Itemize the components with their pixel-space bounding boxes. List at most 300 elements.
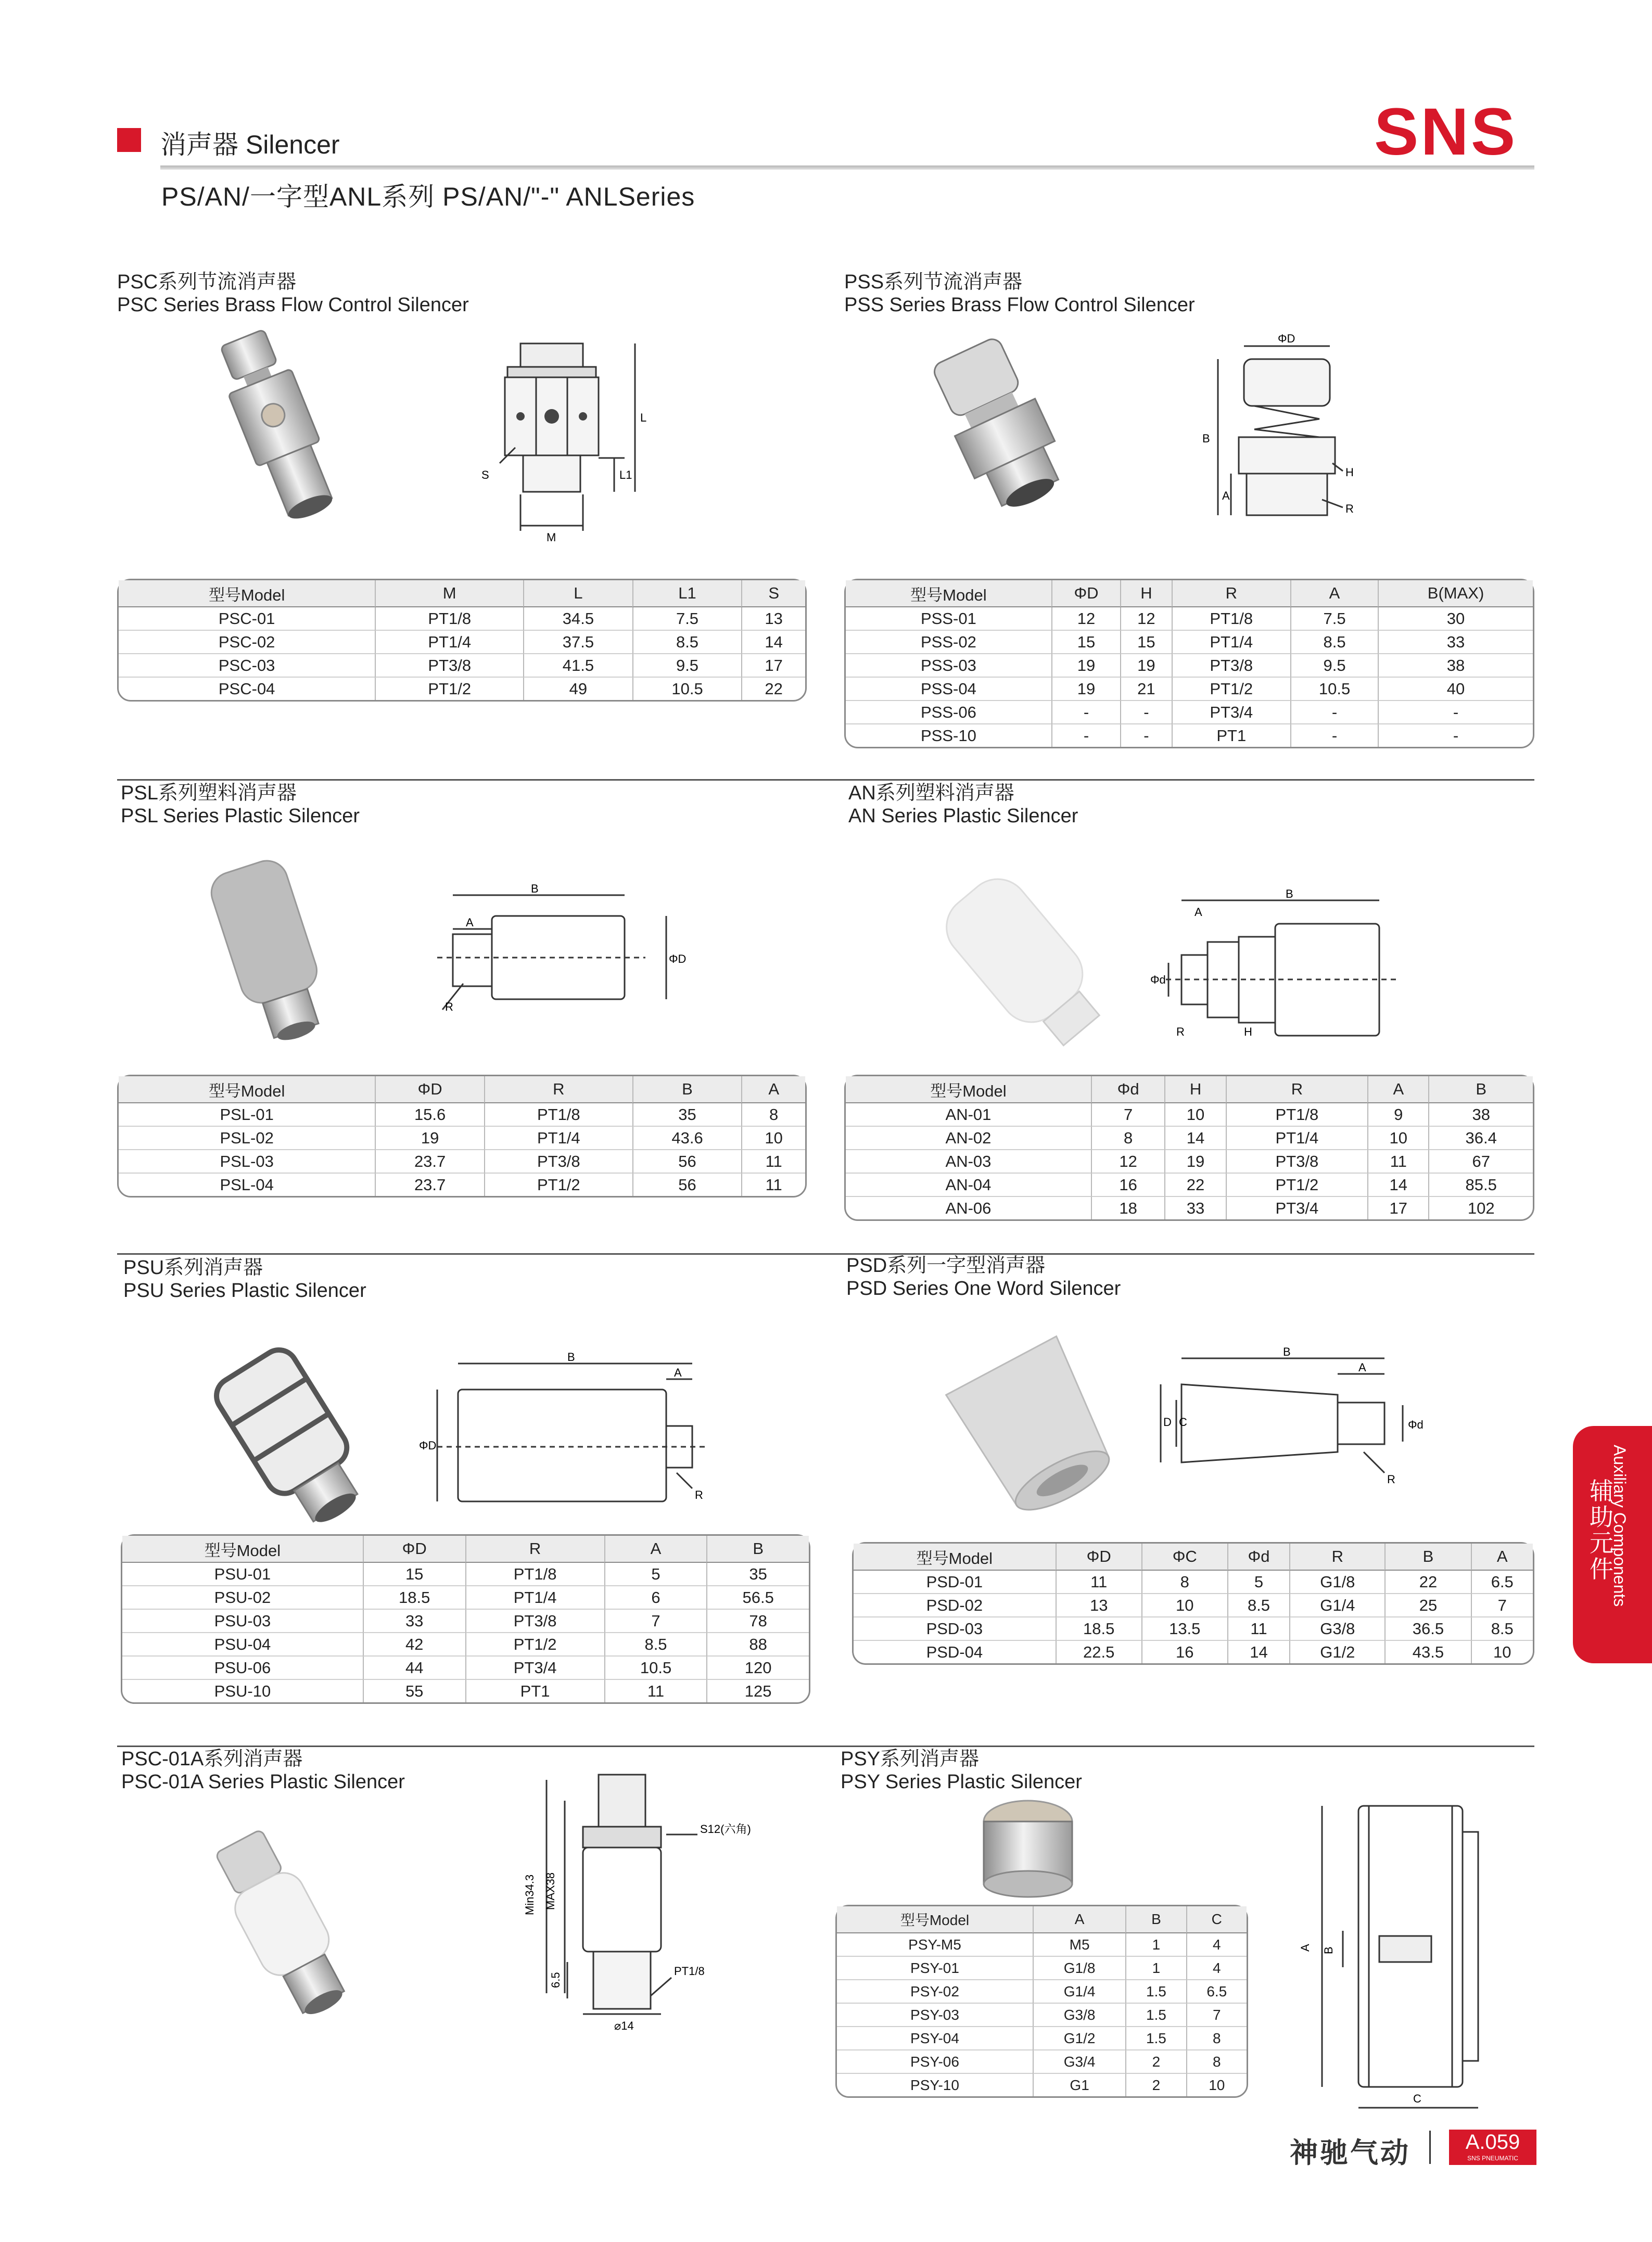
psc-table-cell: 10.5 [632,678,742,700]
psl-dim-a: A [466,916,474,929]
psc-table-cell: 22 [741,678,805,700]
psl-table-cell: PT1/8 [484,1103,632,1127]
psc-table-cell: PSC-02 [119,631,375,654]
psc01a-dim-max: MAX38 [544,1872,557,1910]
psc01a-dim-s12: S12(六角) [700,1823,751,1836]
section-divider [117,779,1534,781]
psd-table-cell: 14 [1227,1641,1289,1663]
psd-dim-c: C [1179,1416,1187,1429]
psy-table-row [837,1933,1247,1957]
pss-table-cell: PSS-01 [846,607,1051,631]
pss-table-row [846,678,1533,701]
psl-table-row [119,1103,805,1127]
psd-table-cell: PSD-03 [854,1617,1056,1641]
pss-table-cell: 19 [1051,654,1120,678]
header-divider [160,165,1534,170]
psu-table-cell: 35 [706,1563,809,1586]
psc-table-cell: PT3/8 [375,654,523,678]
psl-title-cn: PSL系列塑料消声器 [121,782,297,804]
an-title-cn: AN系列塑料消声器 [848,782,1014,804]
psd-table-cell: 8 [1141,1571,1227,1594]
psy-table-cell: G3/8 [1033,2004,1125,2027]
psu-title-cn: PSU系列消声器 [123,1257,263,1279]
an-table-row [846,1103,1533,1127]
psy-table-row [837,2050,1247,2074]
psy-dimension-drawing [1301,1790,1499,2123]
pss-header-cell: ΦD [1051,580,1120,607]
psy-table-cell: PSY-03 [837,2004,1033,2027]
psu-table-cell: PSU-02 [122,1586,363,1610]
an-header-cell: R [1226,1076,1367,1103]
psc-section-title [117,271,469,316]
psd-header-cell: A [1471,1544,1533,1571]
pss-header-cell: H [1120,580,1171,607]
pss-section-title [844,271,1195,316]
psu-table-cell: PT1 [465,1680,604,1702]
psy-table-row [837,2074,1247,2096]
psu-header-cell: 型号Model [122,1536,363,1563]
psd-table-cell: 7 [1471,1594,1533,1617]
psy-table-cell: 8 [1186,2027,1247,2050]
psu-table-cell: PSU-04 [122,1633,363,1657]
psy-product-image [968,1790,1088,1905]
psd-table-cell: 13.5 [1141,1617,1227,1641]
psc01a-dim-h: 6.5 [549,1972,562,1988]
psy-dim-b: B [1322,1946,1335,1954]
an-table-cell: 19 [1164,1150,1225,1174]
pss-header-cell: A [1290,580,1378,607]
psd-table-cell: 5 [1227,1571,1289,1594]
psy-table-row [837,1980,1247,2004]
an-table-cell: 67 [1428,1150,1533,1174]
psu-dim-b: B [567,1351,575,1364]
psd-header-cell: ΦC [1141,1544,1227,1571]
psl-table-cell: PT1/2 [484,1174,632,1196]
psy-table-cell: G1 [1033,2074,1125,2096]
psc-dim-l: L [640,411,647,424]
psd-header-cell: R [1289,1544,1384,1571]
pss-dim-r: R [1345,502,1354,515]
psd-product-image [921,1332,1140,1509]
psd-header-cell: B [1384,1544,1470,1571]
psc-table-cell: PSC-03 [119,654,375,678]
psc-table-cell: 34.5 [523,607,632,631]
pss-table-cell: PSS-04 [846,678,1051,701]
psu-table-row [122,1680,809,1702]
an-dim-h: H [1244,1025,1252,1038]
an-table-cell: AN-04 [846,1174,1091,1197]
psl-table-row [119,1127,805,1150]
pss-table-cell: - [1120,724,1171,747]
an-dim-r: R [1176,1025,1185,1038]
page-subtitle: PS/AN/一字型ANL系列 PS/AN/"-" ANLSeries [161,182,695,211]
psy-table-cell: 6.5 [1186,1980,1247,2004]
pss-table-cell: 40 [1378,678,1533,701]
psc-dimension-drawing [468,333,656,567]
psd-table-row [854,1571,1533,1594]
psy-table-cell: 8 [1186,2050,1247,2074]
pss-dim-d: ΦD [1278,332,1295,345]
pss-table-cell: 15 [1051,631,1120,654]
psl-table-cell: 23.7 [375,1150,484,1174]
psy-header-cell: 型号Model [837,1906,1033,1933]
brand-logo: SNS [1374,95,1518,169]
psd-section-title [846,1254,1121,1300]
footer-company-en: SNS PNEUMATIC [1467,2155,1518,2162]
psd-spec-table [852,1542,1534,1665]
psd-table-cell: PSD-04 [926,1642,983,1661]
psc-table-cell: PT1/8 [375,607,523,631]
pss-table-cell: PT3/8 [1172,654,1290,678]
psl-table-cell: 35 [632,1103,742,1127]
psd-table-cell: 13 [1056,1594,1141,1617]
an-table-cell: 85.5 [1428,1174,1533,1197]
psd-table-row [854,1641,1533,1663]
an-header-cell: 型号Model [846,1076,1091,1103]
psu-table-cell: 15 [363,1563,465,1586]
an-table-cell: 11 [1367,1150,1428,1174]
psc-table-cell: PT1/4 [375,631,523,654]
psu-table-cell: PSU-06 [122,1657,363,1680]
psu-spec-table [121,1534,810,1704]
psl-table-cell: PSL-03 [119,1150,375,1174]
psu-table-row [122,1586,809,1610]
pss-dim-a: A [1222,489,1230,502]
psc-table-row [119,631,805,654]
psy-table-cell: 1 [1125,1957,1186,1980]
psd-table-row [854,1617,1533,1641]
pss-table-row [846,701,1533,724]
psy-table-cell: 10 [1186,2074,1247,2096]
pss-table-cell: - [1290,724,1378,747]
psu-table-cell: 125 [706,1680,809,1702]
pss-header-cell: B(MAX) [1378,580,1533,607]
pss-table-cell: 15 [1120,631,1171,654]
psc-table-cell: PSC-04 [218,679,275,698]
an-table-cell: AN-02 [846,1127,1091,1150]
psl-table-cell: PSL-01 [119,1103,375,1127]
psd-table-cell: G3/8 [1289,1617,1384,1641]
psy-table-cell: PSY-01 [837,1957,1033,1980]
psd-dimension-drawing [1155,1345,1447,1499]
psy-table-row [837,1957,1247,1980]
an-table-cell: 7 [1091,1103,1164,1127]
psc01a-section-title [121,1748,405,1793]
psl-table-cell: 56 [632,1150,742,1174]
psl-table-cell: 15.6 [375,1103,484,1127]
pss-table-cell: PT1/2 [1172,678,1290,701]
psl-dim-b: B [531,882,539,895]
psc-spec-table [117,579,807,702]
psl-dimension-drawing [427,882,687,1030]
an-table-cell: PT3/8 [1226,1150,1367,1174]
an-header-cell: A [1367,1076,1428,1103]
pss-product-image [906,333,1093,520]
pss-title-en: PSS Series Brass Flow Control Silencer [844,294,1195,316]
psu-table-cell: 56.5 [706,1586,809,1610]
psc-table-cell: PT1/2 [375,678,523,700]
an-table-cell: PT1/8 [1226,1103,1367,1127]
psc-header-cell: S [741,580,805,607]
an-table-cell: 102 [1428,1197,1533,1219]
psy-dim-c: C [1413,2092,1421,2105]
psl-table-cell: 11 [741,1150,805,1174]
psu-header-cell: A [604,1536,707,1563]
psd-table-cell: 36.5 [1384,1617,1470,1641]
psc-header-cell: M [375,580,523,607]
psy-table-cell: 1 [1125,1933,1186,1957]
an-dimension-drawing [1145,885,1416,1041]
psy-table-cell: 1.5 [1125,2027,1186,2050]
psu-table-cell: 120 [706,1657,809,1680]
psd-table-cell: 8.5 [1227,1594,1289,1617]
an-table-row [846,1127,1533,1150]
psd-table-cell: PSD-02 [854,1594,1056,1617]
an-product-image [916,859,1145,1056]
an-section-title [848,782,1078,827]
psl-table-cell: PSL-04 [220,1175,274,1194]
psy-dim-a: A [1299,1944,1312,1952]
psu-table-cell: PT1/8 [465,1563,604,1586]
an-table-cell: 17 [1367,1197,1428,1219]
psc01a-dim-min: Min34.3 [523,1874,536,1915]
psl-table-cell: PSL-02 [119,1127,375,1150]
pss-header-cell: R [1172,580,1290,607]
section-divider [117,1746,1534,1747]
psc-table-row [119,607,805,631]
psy-table-cell: G1/2 [1033,2027,1125,2050]
psy-table-cell: M5 [1033,1933,1125,1957]
pss-spec-table [844,579,1534,748]
pss-table-row [846,724,1533,747]
an-spec-table [844,1075,1534,1221]
psu-table-cell: PT1/2 [465,1633,604,1657]
an-table-row [846,1197,1533,1219]
pss-table-row [846,631,1533,654]
psd-table-cell: 22 [1384,1571,1470,1594]
psl-table-cell: 11 [741,1174,805,1196]
psl-dim-d: ΦD [669,952,687,965]
pss-table-cell: 33 [1378,631,1533,654]
an-table-cell: PT1/2 [1226,1174,1367,1197]
psl-table-cell: 43.6 [632,1127,742,1150]
psc-dim-l1: L1 [619,468,632,481]
an-table-cell: 22 [1164,1174,1225,1197]
pss-table-cell: PSS-02 [846,631,1051,654]
psu-table-row [122,1633,809,1657]
pss-table-cell: 12 [1051,607,1120,631]
pss-dim-b: B [1202,432,1210,445]
pss-table-cell: 38 [1378,654,1533,678]
psc-table-cell: 13 [741,607,805,631]
psd-table-cell: 6.5 [1471,1571,1533,1594]
psl-header-cell: ΦD [375,1076,484,1103]
psd-dim-b: B [1283,1345,1291,1358]
psy-table-row [837,2027,1247,2050]
psu-section-title [123,1256,366,1302]
psc-table-cell: 9.5 [632,654,742,678]
psu-header-cell: B [706,1536,809,1563]
psd-table-cell: 18.5 [1056,1617,1141,1641]
pss-table-cell: - [1290,701,1378,724]
pss-table-cell: 10.5 [1290,678,1378,701]
psc-header-cell: 型号Model [119,580,375,607]
psc01a-product-image [203,1816,380,2045]
psu-table-cell: 88 [706,1633,809,1657]
psy-table-cell: PSY-02 [837,1980,1033,2004]
psl-title-en: PSL Series Plastic Silencer [121,805,360,827]
pss-table-cell: 30 [1378,607,1533,631]
an-table-cell: AN-03 [846,1150,1091,1174]
an-table-cell: 16 [1091,1174,1164,1197]
psu-product-image [198,1343,390,1540]
psl-table-cell: 10 [741,1127,805,1150]
pss-table-cell: PT1 [1172,724,1290,747]
psl-section-title [121,782,360,827]
an-table-cell: AN-01 [846,1103,1091,1127]
psd-dim-a: A [1358,1361,1366,1374]
pss-table-cell: PSS-10 [920,726,976,745]
psd-table-cell: 16 [1141,1641,1227,1663]
psy-table-cell: PSY-M5 [837,1933,1033,1957]
psc-header-cell: L1 [632,580,742,607]
psc01a-dim-pt: PT1/8 [674,1965,705,1978]
psy-title-en: PSY Series Plastic Silencer [841,1771,1082,1793]
psl-table-row [119,1174,805,1196]
psd-header-cell: 型号Model [854,1544,1056,1571]
pss-table-cell: 21 [1120,678,1171,701]
psd-header-cell: ΦD [1056,1544,1141,1571]
pss-table-cell: PSS-06 [846,701,1051,724]
psl-table-cell: PT1/4 [484,1127,632,1150]
pss-table-cell: 19 [1051,678,1120,701]
psu-table-cell: PT1/4 [465,1586,604,1610]
pss-table-cell: - [1378,724,1533,747]
psy-table-cell: 2 [1125,2050,1186,2074]
psl-table-cell: 8 [741,1103,805,1127]
psu-table-cell: 7 [604,1610,707,1633]
an-table-cell: PT1/4 [1226,1127,1367,1150]
an-table-cell: 38 [1428,1103,1533,1127]
an-dim-d: Φd [1150,973,1166,986]
page-number-badge [1449,2130,1536,2165]
psu-table-cell: PSU-03 [122,1610,363,1633]
psy-table-cell: 4 [1186,1957,1247,1980]
psy-header-cell: C [1186,1906,1247,1933]
psd-table-cell: 43.5 [1384,1641,1470,1663]
psd-table-cell: 22.5 [1056,1641,1141,1663]
pss-table-cell: PSS-03 [846,654,1051,678]
psc-dim-m: M [547,531,556,544]
psd-table-cell: G1/2 [1289,1641,1384,1663]
pss-table-cell: - [1051,701,1120,724]
psu-header-cell: ΦD [363,1536,465,1563]
psu-table-cell: PSU-01 [122,1563,363,1586]
psl-table-cell: PT3/8 [484,1150,632,1174]
pss-table-cell: PT1/8 [1172,607,1290,631]
pss-table-cell: 9.5 [1290,654,1378,678]
an-table-row [846,1150,1533,1174]
psc-table-row [119,654,805,678]
pss-table-cell: - [1120,701,1171,724]
psd-dim-r: R [1387,1473,1395,1486]
section-divider [117,1253,1534,1255]
psy-table-cell: 7 [1186,2004,1247,2027]
psl-table-row [119,1150,805,1174]
psd-table-row [854,1594,1533,1617]
an-table-cell: PT3/4 [1226,1197,1367,1219]
psu-header-cell: R [465,1536,604,1563]
psy-table-cell: PSY-04 [837,2027,1033,2050]
psl-table-cell: 56 [632,1174,742,1196]
psc-table-cell: 17 [741,654,805,678]
psu-dim-d: ΦD [419,1439,437,1452]
psy-table-cell: 4 [1186,1933,1247,1957]
an-dim-b: B [1286,887,1293,900]
psy-section-title [841,1748,1082,1793]
psc-table-row [119,678,805,700]
psd-dim-d: D [1163,1416,1172,1429]
psy-spec-table [835,1905,1248,2098]
pss-table-cell: 7.5 [1290,607,1378,631]
an-table-cell: 10 [1367,1127,1428,1150]
an-table-cell: 14 [1164,1127,1225,1150]
an-table-cell: 36.4 [1428,1127,1533,1150]
an-dim-a: A [1194,906,1202,919]
psd-table-cell: 11 [1227,1617,1289,1641]
psc-table-cell: 37.5 [523,631,632,654]
an-table-cell: 18 [1091,1197,1164,1219]
psy-table-cell: G1/4 [1033,1980,1125,2004]
psu-table-cell: 33 [363,1610,465,1633]
side-tab-cn: 辅助元件 [1590,1477,1613,1583]
an-header-cell: Φd [1091,1076,1164,1103]
psc-table-cell: 7.5 [632,607,742,631]
footer-separator [1429,2131,1431,2164]
pss-table-cell: - [1051,724,1120,747]
an-table-cell: 10 [1164,1103,1225,1127]
psl-header-cell: B [632,1076,742,1103]
psc-header-cell: L [523,580,632,607]
page-title: 消声器 Silencer [160,130,340,159]
psc-table-cell: 14 [741,631,805,654]
pss-table-row [846,607,1533,631]
psu-table-cell: 78 [706,1610,809,1633]
psy-header-cell: B [1125,1906,1186,1933]
psc-product-image [187,317,385,536]
psu-table-cell: 55 [363,1680,465,1702]
psd-table-cell: 8.5 [1471,1617,1533,1641]
psd-table-cell: G1/4 [1289,1594,1384,1617]
psu-table-cell: 18.5 [363,1586,465,1610]
psc01a-dimension-drawing [510,1769,781,2040]
psy-table-cell: 1.5 [1125,1980,1186,2004]
psl-spec-table [117,1075,807,1198]
psu-table-cell: PT3/8 [465,1610,604,1633]
psy-header-cell: A [1033,1906,1125,1933]
psy-table-cell: PSY-10 [910,2077,959,2093]
psd-table-cell: G1/8 [1289,1571,1384,1594]
psd-dim-dd: Φd [1408,1418,1424,1431]
psl-header-cell: 型号Model [119,1076,375,1103]
side-tab [1573,1426,1652,1663]
psc-table-cell: 49 [523,678,632,700]
an-title-en: AN Series Plastic Silencer [848,805,1078,827]
an-table-cell: 12 [1091,1150,1164,1174]
psc01a-dim-d: ⌀14 [614,2019,634,2032]
psd-header-cell: Φd [1227,1544,1289,1571]
psy-title-cn: PSY系列消声器 [841,1748,980,1770]
